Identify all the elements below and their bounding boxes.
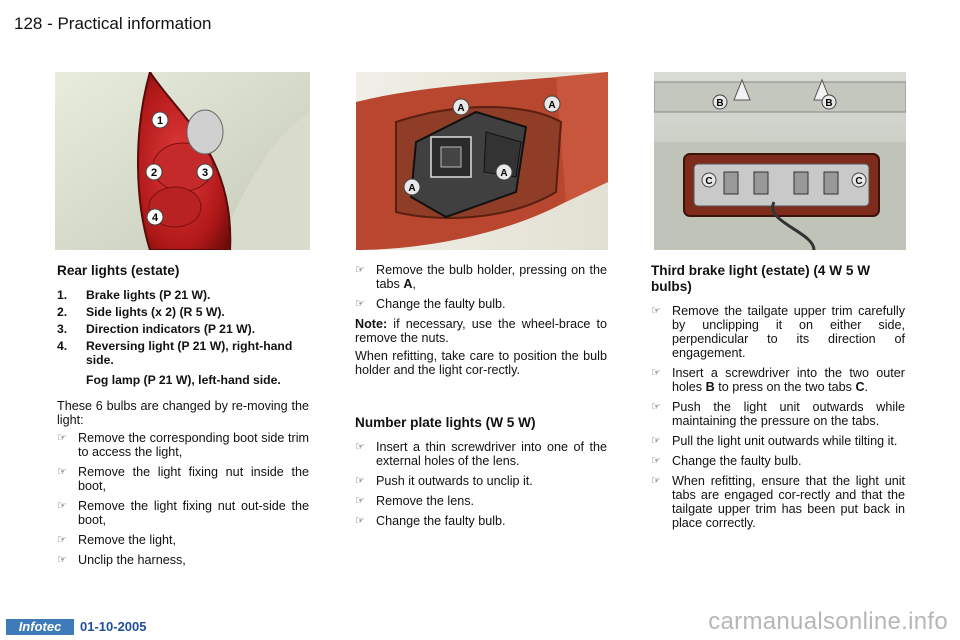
step-item: ☞ Pull the light unit outwards while tilting it. bbox=[651, 434, 898, 448]
step-item: ☞ Insert a screwdriver into the two outer holes B to press on the two tabs C. bbox=[651, 366, 905, 394]
bulb-list bbox=[57, 288, 309, 387]
rear-light-illustration bbox=[55, 72, 310, 250]
svg-text:C: C bbox=[855, 176, 863, 187]
svg-text:3: 3 bbox=[201, 167, 209, 179]
step-item: ☞ Remove the tailgate upper trim carefully by unclipping it on either side, perpendicular to its direction of engagement. bbox=[651, 304, 905, 360]
step-item: ☞ Remove the light fixing nut inside the boot, bbox=[57, 465, 309, 493]
svg-text:A: A bbox=[500, 168, 508, 179]
svg-text:B: B bbox=[825, 98, 833, 109]
step-item: ☞ Push the light unit outwards while maintaining the pressure on the tabs. bbox=[651, 400, 905, 428]
refit-note: When refitting, take care to position the bulb holder and the light cor-rectly. bbox=[355, 349, 607, 377]
rear-lights-intro: These 6 bulbs are changed by re-moving the light: bbox=[57, 399, 309, 427]
site-watermark: carmanualsonline.info bbox=[708, 608, 948, 635]
rear-lights-steps bbox=[57, 431, 309, 567]
svg-text:A: A bbox=[548, 100, 556, 111]
bulb-item: 4. Reversing light (P 21 W), right-hand side. Fog lamp (P 21 W), left-hand side. bbox=[57, 339, 309, 387]
svg-text:2: 2 bbox=[150, 167, 158, 179]
number-plate-steps bbox=[355, 440, 607, 528]
bulb-item: 2. Side lights (x 2) (R 5 W). bbox=[57, 305, 225, 319]
third-brake-steps bbox=[651, 304, 905, 530]
step-item: ☞ Unclip the harness, bbox=[57, 553, 186, 567]
bulb-item: 3. Direction indicators (P 21 W). bbox=[57, 322, 256, 336]
step-item: ☞ When refitting, ensure that the light unit tabs are engaged cor-rectly and that the tailgate upper trim has been put back in place correctly. bbox=[651, 474, 905, 530]
bulb-item-sub: Fog lamp (P 21 W), left-hand side. bbox=[86, 373, 281, 387]
number-plate-title: Number plate lights (W 5 W) bbox=[355, 415, 536, 430]
step-item: ☞ Remove the corresponding boot side trim to access the light, bbox=[57, 431, 309, 459]
middle-section bbox=[355, 263, 607, 534]
svg-text:4: 4 bbox=[151, 212, 159, 224]
bulb-item: 1. Brake lights (P 21 W). bbox=[57, 288, 211, 302]
step-item: ☞ Remove the light fixing nut out-side the boot, bbox=[57, 499, 309, 527]
third-brake-section bbox=[651, 263, 905, 536]
step-item: ☞ Insert a thin screwdriver into one of the external holes of the lens. bbox=[355, 440, 607, 468]
svg-text:1: 1 bbox=[156, 115, 164, 127]
edition-date: 01-10-2005 bbox=[80, 619, 147, 634]
step-item: ☞ Push it outwards to unclip it. bbox=[355, 474, 533, 488]
svg-text:B: B bbox=[716, 98, 724, 109]
third-brake-title: Third brake light (estate) (4 W 5 W bulbs) bbox=[651, 263, 871, 294]
bulb-holder-illustration bbox=[356, 72, 608, 250]
step-item: ☞ Change the faulty bulb. bbox=[651, 454, 802, 468]
svg-text:A: A bbox=[408, 183, 416, 194]
note: Note: if necessary, use the wheel-brace to remove the nuts. bbox=[355, 317, 607, 345]
rear-lights-section bbox=[57, 263, 309, 573]
third-brake-light-illustration bbox=[654, 72, 906, 250]
publisher-badge: Infotec bbox=[6, 619, 74, 635]
svg-text:C: C bbox=[705, 176, 713, 187]
step-item: ☞ Change the faulty bulb. bbox=[355, 514, 506, 528]
svg-text:A: A bbox=[457, 103, 465, 114]
step-item: ☞ Change the faulty bulb. bbox=[355, 297, 506, 311]
bulb-holder-steps bbox=[355, 263, 607, 311]
step-item: ☞ Remove the lens. bbox=[355, 494, 475, 508]
step-item: ☞ Remove the bulb holder, pressing on the tabs A, bbox=[355, 263, 607, 291]
rear-lights-title: Rear lights (estate) bbox=[57, 263, 180, 278]
page-title: 128 - Practical information bbox=[14, 14, 212, 33]
step-item: ☞ Remove the light, bbox=[57, 533, 177, 547]
